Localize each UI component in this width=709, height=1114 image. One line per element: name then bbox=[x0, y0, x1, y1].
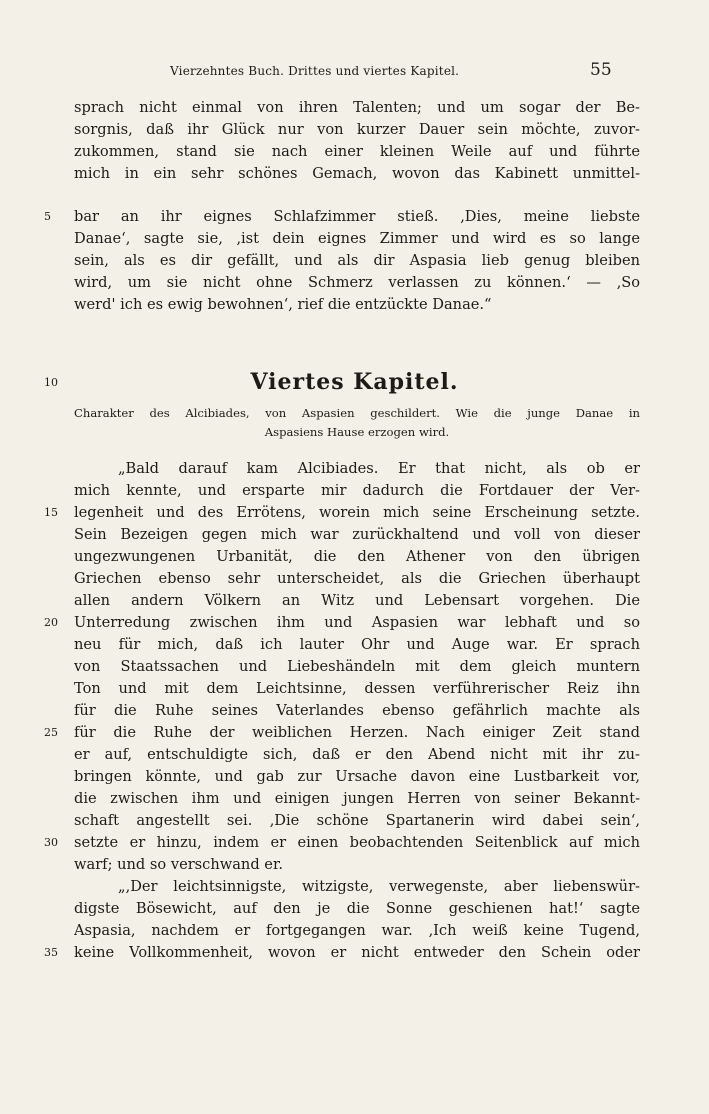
line-number: 20 bbox=[44, 616, 58, 629]
chapter-title: Viertes Kapitel. bbox=[250, 369, 459, 395]
running-head: Vierzehntes Buch. Drittes und viertes Kapitel. bbox=[170, 64, 460, 78]
text-line: Aspasia, nachdem er fortgegangen war. ‚Ich weiß keine Tugend, bbox=[74, 922, 640, 939]
line-number: 10 bbox=[44, 376, 58, 389]
line-number: 25 bbox=[44, 726, 58, 739]
text-line: digste Bösewicht, auf den je die Sonne geschienen hat!‘ sagte bbox=[74, 900, 640, 917]
text-line: „Bald darauf kam Alcibiades. Er that nicht, als ob er bbox=[118, 460, 640, 477]
text-line: warf; und so verschwand er. bbox=[74, 856, 283, 873]
text-line: schaft angestellt sei. ‚Die schöne Spartanerin wird dabei sein‘, bbox=[74, 812, 640, 829]
text-line: legenheit und des Errötens, worein mich seine Erscheinung setzte. bbox=[74, 504, 640, 521]
text-line: wird, um sie nicht ohne Schmerz verlassen zu können.‘ — ‚So bbox=[74, 274, 640, 291]
line-number: 5 bbox=[44, 210, 51, 223]
text-line: Unterredung zwischen ihm und Aspasien war lebhaft und so bbox=[74, 614, 640, 631]
text-line: für die Ruhe der weiblichen Herzen. Nach einiger Zeit stand bbox=[74, 724, 640, 741]
line-number: 15 bbox=[44, 506, 58, 519]
text-line: von Staatssachen und Liebeshändeln mit dem gleich muntern bbox=[74, 658, 640, 675]
text-line: die zwischen ihm und einigen jungen Herren von seiner Bekannt- bbox=[74, 790, 640, 807]
text-line: neu für mich, daß ich lauter Ohr und Auge war. Er sprach bbox=[74, 636, 640, 653]
text-line: bar an ihr eignes Schlafzimmer stieß. ‚Dies, meine liebste bbox=[74, 208, 640, 225]
text-line: Danae‘, sagte sie, ‚ist dein eignes Zimmer und wird es so lange bbox=[74, 230, 640, 247]
text-line: werd' ich es ewig bewohnen‘, rief die entzückte Danae.“ bbox=[74, 296, 492, 313]
text-line: ungezwungenen Urbanität, die den Athener von den übrigen bbox=[74, 548, 640, 565]
chapter-summary-line: Aspasiens Hause erzogen wird. bbox=[264, 425, 450, 439]
text-line: zukommen, stand sie nach einer kleinen Weile auf und führte bbox=[74, 143, 640, 160]
text-line: Ton und mit dem Leichtsinne, dessen verführerischer Reiz ihn bbox=[74, 680, 640, 697]
text-line: für die Ruhe seines Vaterlandes ebenso gefährlich machte als bbox=[74, 702, 640, 719]
text-line: Sein Bezeigen gegen mich war zurückhaltend und voll von dieser bbox=[74, 526, 640, 543]
text-line: sein, als es dir gefällt, und als dir Aspasia lieb genug bleiben bbox=[74, 252, 640, 269]
page-number: 55 bbox=[590, 60, 612, 80]
line-number: 30 bbox=[44, 836, 58, 849]
text-line: mich in ein sehr schönes Gemach, wovon das Kabinett unmittel- bbox=[74, 165, 640, 182]
text-line: keine Vollkommenheit, wovon er nicht entweder den Schein oder bbox=[74, 944, 640, 961]
text-line: Griechen ebenso sehr unterscheidet, als die Griechen überhaupt bbox=[74, 570, 640, 587]
text-line: sprach nicht einmal von ihren Talenten; und um sogar der Be- bbox=[74, 99, 640, 116]
text-line: allen andern Völkern an Witz und Lebensart vorgehen. Die bbox=[74, 592, 640, 609]
text-line: bringen könnte, und gab zur Ursache davon eine Lustbarkeit vor, bbox=[74, 768, 640, 785]
chapter-summary-line: Charakter des Alcibiades, von Aspasien geschildert. Wie die junge Danae in bbox=[74, 406, 640, 420]
text-line: sorgnis, daß ihr Glück nur von kurzer Dauer sein möchte, zuvor- bbox=[74, 121, 640, 138]
text-line: „‚Der leichtsinnigste, witzigste, verwegenste, aber liebenswür- bbox=[118, 878, 640, 895]
text-line: mich kennte, und ersparte mir dadurch die Fortdauer der Ver- bbox=[74, 482, 640, 499]
text-line: setzte er hinzu, indem er einen beobachtenden Seitenblick auf mich bbox=[74, 834, 640, 851]
line-number: 35 bbox=[44, 946, 58, 959]
text-line: er auf, entschuldigte sich, daß er den Abend nicht mit ihr zu- bbox=[74, 746, 640, 763]
